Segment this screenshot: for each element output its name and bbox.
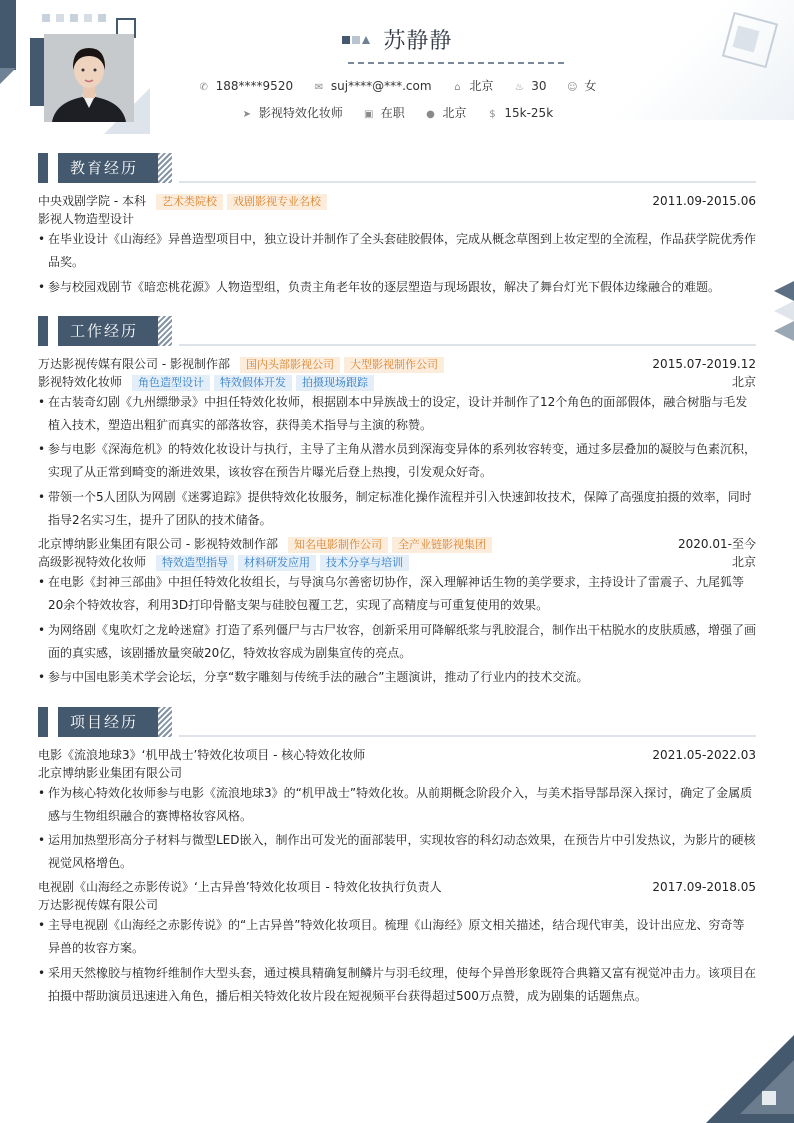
name-header bbox=[0, 24, 794, 55]
deco-square bbox=[56, 14, 64, 22]
name-marks bbox=[342, 33, 372, 47]
date: 2011.09-2015.06 bbox=[652, 194, 756, 208]
bullet-text: 参与电影《深海危机》的特效化妆设计与执行，主导了主角从潜水员到深海变异体的系列妆容转变，通过多层叠加的凝胶与色素沉积，实现了从正常到畸变的渐进效果，该妆容在预告片曝光后登上热搜，引发观众好奇。 bbox=[48, 442, 757, 479]
tag: 全产业链影视集团 bbox=[392, 537, 492, 553]
role-row bbox=[38, 373, 756, 391]
tag: 大型影视制作公司 bbox=[344, 357, 444, 373]
date: 2020.01-至今 bbox=[678, 537, 756, 551]
bullet-text: 带领一个5人团队为网剧《迷雾追踪》提供特效化妆服务，制定标准化操作流程并引入快速卸妆技术，保障了高强度拍摄的效率，同时指导2名实习生，提升了团队的技术储备。 bbox=[48, 490, 752, 527]
side-triangle bbox=[774, 301, 794, 321]
bullet-text: 作为核心特效化妆师参与电影《流浪地球3》的“机甲战士”特效化妆。从前期概念阶段介入，与美术指导郜昂深入探讨，确定了金属质感与生物组织融合的赛博格妆容风格。 bbox=[48, 786, 753, 823]
org-text: 万达影视传媒有限公司 bbox=[38, 898, 159, 912]
gender-value: 女 bbox=[584, 79, 597, 93]
work-city: 北京 bbox=[731, 375, 756, 389]
briefcase-icon: ▣ bbox=[363, 109, 374, 120]
tag: 国内头部影视公司 bbox=[240, 357, 340, 373]
work-header bbox=[38, 355, 756, 373]
email-item bbox=[313, 79, 432, 93]
age-value: 30 bbox=[531, 79, 547, 93]
company-name: 北京博纳影业集团有限公司 - 影视特效制作部 bbox=[38, 537, 278, 551]
bullet-text: 在毕业设计《山海经》异兽造型项目中，独立设计并制作了全头套硅胶假体，完成从概念草图到上妆定型的全流程，作品获学院优秀作品奖。 bbox=[48, 232, 757, 269]
salary-item bbox=[486, 106, 553, 120]
section-title: 教育经历 bbox=[58, 153, 158, 183]
deco-square bbox=[762, 1091, 776, 1105]
role-name: 影视特效化妆师 bbox=[38, 375, 123, 389]
project-org bbox=[38, 896, 756, 914]
section-title: 工作经历 bbox=[58, 316, 158, 346]
school-name: 中央戏剧学院 - 本科 bbox=[38, 194, 146, 208]
tag: 技术分享与培训 bbox=[320, 555, 409, 571]
project-header bbox=[38, 746, 756, 764]
position-item bbox=[241, 104, 343, 121]
section-education bbox=[38, 153, 756, 183]
bullet-text: 在电影《封神三部曲》中担任特效化妆组长，与导演乌尔善密切协作，深入理解神话生物的美学要求，主持设计了雷震子、九尾狐等20余个特效妆容，利用3D打印骨骼支架与硅胶包覆工艺，实现了高精度与可重复使用的效果。 bbox=[48, 575, 745, 612]
project-title: 电视剧《山海经之赤影传说》‘上古异兽’特效化妆项目 - 特效化妆执行负责人 bbox=[38, 880, 442, 894]
side-triangle bbox=[774, 281, 794, 301]
target-city-value: 北京 bbox=[442, 106, 467, 120]
deco-square bbox=[98, 14, 106, 22]
major-text: 影视人物造型设计 bbox=[38, 212, 135, 226]
name-underline bbox=[348, 62, 564, 64]
date: 2015.07-2019.12 bbox=[652, 357, 756, 371]
location-icon: ● bbox=[426, 109, 435, 120]
phone-item bbox=[198, 79, 293, 93]
city-value: 北京 bbox=[469, 79, 494, 93]
side-triangle bbox=[774, 321, 794, 341]
tag: 角色造型设计 bbox=[132, 375, 210, 391]
bullet-text: 采用天然橡胶与植物纤维制作大型头套，通过模具精确复制鳞片与羽毛纹理，使每个异兽形象既符合典籍又富有视觉冲击力。该项目在拍摄中帮助演员迅速进入角色，播后相关特效化妆片段在短视频平台获得超过500万点赞，成为剧集的话题焦点。 bbox=[48, 966, 757, 1003]
contact-row bbox=[0, 77, 794, 94]
tag: 特效假体开发 bbox=[214, 375, 292, 391]
tag: 戏剧影视专业名校 bbox=[227, 194, 327, 210]
tag: 艺术类院校 bbox=[156, 194, 223, 210]
position-value: 影视特效化妆师 bbox=[258, 106, 343, 120]
company-name: 万达影视传媒有限公司 - 影视制作部 bbox=[38, 357, 230, 371]
project-org bbox=[38, 764, 756, 782]
section-work bbox=[38, 316, 756, 346]
send-icon: ➤ bbox=[242, 109, 252, 120]
tag: 特效造型指导 bbox=[156, 555, 234, 571]
deco-square bbox=[42, 14, 50, 22]
intent-row bbox=[0, 104, 794, 121]
target-city-item bbox=[425, 104, 467, 121]
date: 2017.09-2018.05 bbox=[652, 880, 756, 894]
work-header bbox=[38, 535, 756, 553]
bullet-text: 为网络剧《鬼吹灯之龙岭迷窟》打造了系列僵尸与古尸妆容，创新采用可降解纸浆与乳胶混合，制作出干枯脱水的皮肤质感，增强了画面的真实感，该剧播放量突破20亿，特效妆容成为剧集宣传的亮点。 bbox=[48, 623, 757, 660]
section-project bbox=[38, 707, 756, 737]
email-value: suj****@***.com bbox=[330, 79, 432, 93]
bullet-text: 运用加热塑形高分子材料与微型LED嵌入，制作出可发光的面部装甲，实现妆容的科幻动态效果，在预告片中引发热议，为影片的硬核视觉风格增色。 bbox=[48, 833, 756, 870]
bullet-text: 在古装奇幻剧《九州缥缈录》中担任特效化妆师，根据剧本中异族战士的设定，设计并制作了12个角色的面部假体，融合树脂与毛发植入技术，塑造出粗犷而真实的部落妆容，获得美术指导与主演的称赞。 bbox=[48, 395, 748, 432]
org-text: 北京博纳影业集团有限公司 bbox=[38, 766, 183, 780]
home-icon: ⌂ bbox=[454, 82, 461, 93]
gender-icon: ☺ bbox=[567, 82, 578, 93]
section-title: 项目经历 bbox=[58, 707, 158, 737]
corner-triangle-bottom-inner bbox=[740, 1060, 794, 1114]
tag: 拍摄现场跟踪 bbox=[296, 375, 374, 391]
education-header bbox=[38, 192, 756, 210]
candidate-name: 苏静静 bbox=[383, 29, 453, 54]
salary-value: 15k-25k bbox=[504, 106, 554, 120]
status-value: 在职 bbox=[380, 106, 405, 120]
role-name: 高级影视特效化妆师 bbox=[38, 555, 147, 569]
age-item bbox=[513, 79, 546, 93]
date: 2021.05-2022.03 bbox=[652, 748, 756, 762]
deco-square bbox=[84, 14, 92, 22]
gender-item bbox=[566, 77, 596, 94]
phone-value: 188****9520 bbox=[215, 79, 294, 93]
mail-icon: ✉ bbox=[314, 82, 324, 93]
city-item bbox=[451, 77, 493, 94]
birthday-icon: ♨ bbox=[514, 82, 524, 93]
bullet-text: 参与校园戏剧节《暗恋桃花源》人物造型组，负责主角老年妆的逐层塑造与现场跟妆，解决了舞台灯光下假体边缘融合的难题。 bbox=[48, 280, 721, 294]
phone-icon: ✆ bbox=[199, 82, 208, 93]
money-icon: $ bbox=[489, 109, 496, 120]
project-header bbox=[38, 878, 756, 896]
tag: 知名电影制作公司 bbox=[288, 537, 388, 553]
work-city: 北京 bbox=[731, 555, 756, 569]
bullet-text: 主导电视剧《山海经之赤影传说》的“上古异兽”特效化妆项目。梳理《山海经》原文相关描述，结合现代审美，设计出应龙、穷奇等异兽的妆容方案。 bbox=[48, 918, 745, 955]
bullet-text: 参与中国电影美术学会论坛，分享“数字雕刻与传统手法的融合”主题演讲，推动了行业内的技术交流。 bbox=[48, 670, 589, 684]
project-title: 电影《流浪地球3》‘机甲战士’特效化妆项目 - 核心特效化妆师 bbox=[38, 748, 366, 762]
major bbox=[38, 210, 756, 228]
role-row bbox=[38, 553, 756, 571]
tag: 材料研发应用 bbox=[238, 555, 316, 571]
deco-square bbox=[70, 14, 78, 22]
status-item bbox=[363, 104, 405, 121]
